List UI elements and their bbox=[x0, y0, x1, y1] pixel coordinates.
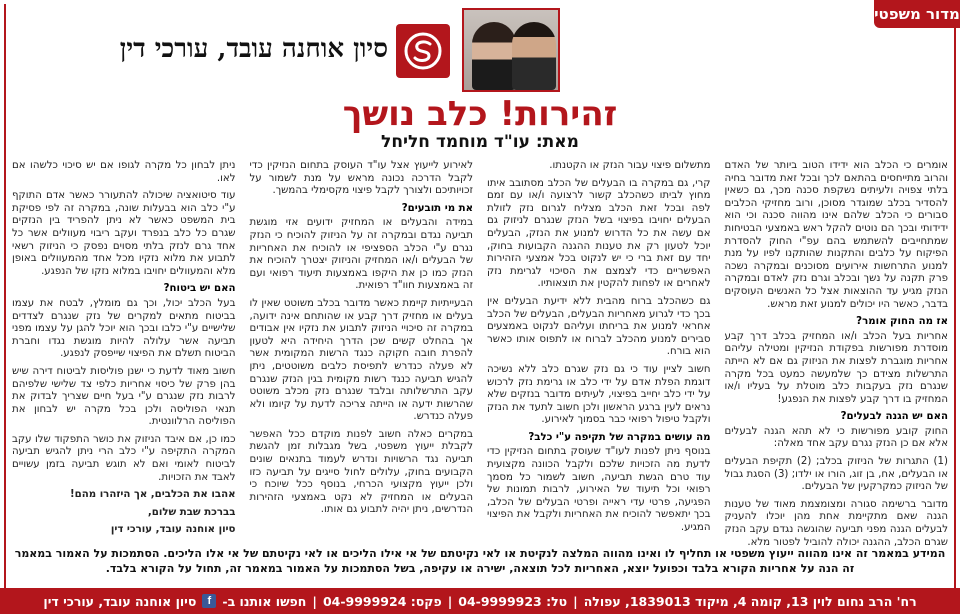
section-heading: האם יש הגנה לבעלים? bbox=[840, 411, 948, 423]
paragraph: עוד סיטואציה שיכולה להתעורר כאשר אדם התוקף ע"י כלב הוא בבעלות שונה, במקרה זה לפי פסיקת בית המשפט כאשר לא ניתן להפריד בין הנזקים שגרם כל כלב בנפרד ועקב ריבוי מעוולים אשר כל אחד גרם לנזק בלתי מסוים נפסק כי הניזוק רשאי לתבוע את מלוא נזקיו מכל אחד מהמעוולים באופן מלא והמעוולים יחויבו במלוא נזקו של הנפגע. bbox=[12, 190, 236, 277]
paragraph: בנוסף ניתן לפנות לעו"ד שעוסק בתחום הנזיקין כדי לדעת מה הזכויות שלכם ולקבל הכוונה מקצועית עוד טרם הגשת תביעה, חשוב לשמור כל מסמך רפואי וכל תיעוד של האירוע, לרבות תמונות של הפגיעה, פרטי עדי ראייה ופרטי הבעלים של הכלב, בכך יתאפשר להוכיח את האחריות ולקבל את הפיצוי המגיע. bbox=[487, 446, 711, 534]
article-byline: מאת: עו"ד מוחמד חליחל bbox=[381, 132, 579, 152]
paragraph: אהבו את הכלבים, אך היזהרו מהם! bbox=[70, 489, 236, 501]
footer-separator: | bbox=[573, 593, 578, 609]
footer-fax: פקס: 04-9999924 bbox=[322, 593, 442, 609]
article-column-4 bbox=[12, 160, 236, 536]
footer-social-name[interactable]: סיון אוחנה עובד, עורכי דין bbox=[43, 593, 197, 609]
disclaimer: המידע במאמר זה אינו מהווה ייעוץ משפטי או תחליף לו ואינו מהווה המלצה לנקיטת או לאי נקיטתם של אי אילו הליכים או לאי נקיטתם של אי אלו הליכים. הסתמכות על האמור במאמר זה הנה על אחריות הקורא בלבד וכפועל יוצא, האחריות לכל תוצאה, ישירה או עקיפה, בשל הסתמכות על האמור במאמר זה, תחול על הקורא בלבד. bbox=[14, 547, 946, 575]
brand-name: סיון אוחנה עובד, עורכי דין bbox=[119, 34, 388, 64]
section-tag: מדור משפטי bbox=[874, 0, 960, 28]
footer-phone: טל: 04-9999923 bbox=[458, 593, 568, 609]
paragraph: הבעייתיות קיימת כאשר מדובר בכלב משוטט שאין לו בעלים או מחזיק דרך קבע או שהותחם אינה ידועה, במקרה זה סיכויי הניזוק לתבוע את נזקיו אין אבודים אך בהחלט קשים שכן הדרך היחידה היא לטעון להפרת חובה חקוקה כנגד הרשות המקומית אשר לא פעלה כנדרש לתפיסת כלבים משוטטים, ניתן להגיש תביעה כנגד רשות מקומית בגין הנזק שנגרם עקב התרשלותה ובלבד שנגרם נזק מכלב משוטט שהרשות ידעה או הייתה צריכה לדעת על קיומו ולא פעלה כנדרש. bbox=[249, 297, 473, 423]
footer-social-prefix: חפשו אותנו ב- bbox=[222, 593, 307, 609]
paragraph: ניתן לבחון כל מקרה לגופו אם יש סיכוי כלשהו אם לאו. bbox=[12, 160, 236, 184]
article-column-1 bbox=[724, 160, 949, 548]
paragraph: גם כשהכלב ברוח מהבית ללא ידיעת הבעלים אין בכך כדי לגרוע מאחריות הבעלים, הבעלים של הכלב אחראי למנוע את בריחתו ועליהם לנקוט באמצעים סבירים למנוע מהכלב לברוח או לתפוס אותו כאשר הוא בורח. bbox=[487, 295, 711, 358]
section-heading: את מי תובעים? bbox=[401, 202, 473, 214]
footer-address: רח' הרב נחום לוין 13, קומה 4, מיקוד 1839013, עפולה bbox=[583, 593, 917, 609]
article-body bbox=[12, 160, 949, 548]
signature-line: סיון אוחנה עובד, עורכי דין bbox=[110, 524, 236, 536]
paragraph: כמו כן, אם איבד הניזוק את כושר התפקוד שלו עקב המקרה התקיפה ע"י כלב הרי ניתן להגיש תביעה לביטוח לאומי ואם לא תוגש תביעה בזמן עשויים לאבד את הזכויות. bbox=[12, 433, 236, 483]
section-heading: אז מה החוק אומר? bbox=[856, 316, 948, 328]
brand-header bbox=[0, 6, 860, 90]
paragraph: מדובר ברשימה סגורה ומצומצמת מאוד של טענות הגנה שאם מתקיימת אחת מהן יוכלו להעניק לבעלים הגנה מפני תביעה שהוגשה נגדם עקב הנזק שגרם הכלב, ההגנה יכולה להוביל לפטור מלא. bbox=[724, 498, 948, 548]
paragraph: (1) התגרות של הניזוק בכלב; (2) תקיפת הבעלים או הבעלים, אח, בן זוג, הורו או ילדו; (3) הסגת גבול של הניזוק כמקרקעין של הבעלים. bbox=[724, 456, 949, 493]
footer-separator: | bbox=[447, 593, 453, 609]
person-figure bbox=[512, 22, 556, 90]
section-heading: מה עושים במקרה של תקיפה ע"י כלב? bbox=[528, 431, 711, 443]
paragraph: חשוב מאוד לדעת כי ישנן פוליסות לביטוח דירה שיש בהן פרק של כיסוי אחריות כלפי צד שלישי שלפיהם לרבות נזק שנגרם ע"י בעל חיים שצריך לבדוק את תנאי הפוליסה ולכן בכל מקרה יש לבחון את הפוליסה הרלוונטית. bbox=[12, 365, 236, 428]
footer-separator: | bbox=[312, 593, 317, 609]
paragraph: החוק קובע מפורשות כי לא תהא הגנה לבעלים אלא אם כן הנזק נגרם עקב אחד מאלה: bbox=[724, 425, 948, 450]
paragraph: במקרים כאלה חשוב לפנות מוקדם ככל האפשר לקבלת ייעוץ משפטי, בשל מגבלות זמן להגשת תביעה נגד הרשויות ונדרש לעמוד בתנאים שונים הקבועים בחוק, עלולים לחול סייגים על תביעה כזו ולכן ייעוץ מקצועי הכרחי, בנוסף ככל שיוכח כי הבעלים או המחזיק לא נקט באמצעי הזהירות הנדרשים, ניתן יהיה לתבוע גם אותו. bbox=[249, 428, 473, 516]
article-column-2 bbox=[487, 160, 711, 536]
facebook-icon[interactable]: f bbox=[202, 594, 216, 608]
footer-bar bbox=[0, 588, 960, 614]
attorneys-photo bbox=[462, 8, 560, 92]
paragraph: אומרים כי הכלב הוא ידידו הטוב ביותר של האדם והרוב מתייחסים בהתאם לכך ובכל זאת מדובר בחיה בלתי צפויה ולעיתים נשקפת סכנה מכך, גם כשאין להסדיר בכלב שמוגדר מסוכן, ורוב מחזיקי הכלבים סבורים כי הכלב שלהם אינו מהווה סכנה וכי הוא ידידותי ובכך הם נוטים להקל ראש באמצעי הבטיחות שמתחייבים להשתמש בהם עפ"י החוק להסדרת הפיקוח על כלבים והתקנות שהותקנו לפיו על מנת למנוע התרחשות אירועים מסוכנים ובמקרה נשכה פרק תקנה על נשך ובכלב וגרם נזק לאדם ובמקרה הנזק מגיע עד ההוצאות אצל כל האנשים העוסקים בדבר, כאשר היו יכולים למנוע זאת מראש. bbox=[724, 160, 948, 310]
paragraph: מתשלום פיצוי עבור הנזק או הקטנתו. bbox=[549, 160, 711, 171]
signature-line: בברכת שבת שלום, bbox=[147, 506, 236, 518]
s-circle-logo-icon bbox=[396, 24, 450, 78]
person-figure bbox=[472, 22, 516, 90]
paragraph: אחריות בעל הכלב ו/או המחזיק בכלב דרך קבע מוסדרת מפורשות בפקודת הנזיקין ומטילה עליהם אחריות מוגברת לפצות את הניזוק גם אם לא הייתה התרשלות מצידם כך שלמעשה כמעט בכל מקרה שנגרם נזק בעקבות כלב מוטלת על בעליו ו/או המחזיק בו דרך קבע לפצות את הנפגע! bbox=[724, 330, 948, 405]
paragraph: חשוב לציין עוד כי גם נזק שגרם כלב ללא נשיכה דוגמת הפלת אדם על ידי כלב או גרימת נזק לרכוש על ידי כלב יחייב בפיצוי, לעיתים מדובר בנזקים שלא נראים לעין ברגע הראשון ולכן חשוב לתעד את הנזק ולקבל טיפול רפואי כבר בסמוך לאירוע. bbox=[487, 363, 711, 426]
section-heading: האם יש ביטוח? bbox=[163, 283, 236, 295]
paragraph: קרי, גם במקרה בו הבעלים של הכלב מסתובב איתו מחוץ לביתו כשהכלב קשור לרצועה ו/או עם זמם לפה ובכל זאת הכלב מצליח לגרום נזק לזולת הבעלים יחויבו בפיצוי בשל הנזק שנגרם לניזוק גם אם עשה את כל הדרוש למנוע את הנזק, הבעלים יוכל לטעון רק את טענות ההגנה הקבועות בחוק, יחד עם זאת ברי כי יש לנקוט בכל אמצעי הזהירות האפשריים כדי לצמצם את הסיכוי לגרימת נזק לאחרים או לפחות להקטין את תוצאותיו. bbox=[487, 177, 711, 290]
article-title: זהירות! כלב נושך bbox=[342, 94, 618, 134]
article-column-3 bbox=[250, 160, 474, 536]
paragraph: בעל הכלב יכול, וכך גם מומלץ, לבטח את עצמו בביטוח מתאים למקרים של נזק שנגרם לצדדים שלישיים ע"י כלבו ובכך הוא יוכל להגן על עצמו מפני תביעה אשר עלולה להיות מוגשת נגדו וחברת הביטוח תשלם את הפיצוי שייפסק לנפגע. bbox=[12, 297, 236, 360]
paragraph: לאירוע לייעוץ אצל עו"ד העוסק בתחום הנזיקין כדי לקבל הדרכה נכונה מראש על מנת לשמור על זכויותיכם ולצורך לקבל פיצוי מקסימלי בהמשך. bbox=[249, 160, 473, 197]
paragraph: במידה והבעלים או המחזיק ידועים אזי מוגשת תביעה נגדם ובמקרה זה על הניזוק להוכיח כי הנזק נגרם ע"י הכלב הספציפי או להוכיח את האחריות של הבעלים ו/או המחזיק והניזוק יצטרך להוכיח את הנזק כמו כן את היקפו באמצעות תיעוד רפואי ועם זה באמצעות חוו"ד רפואית. bbox=[249, 217, 473, 292]
